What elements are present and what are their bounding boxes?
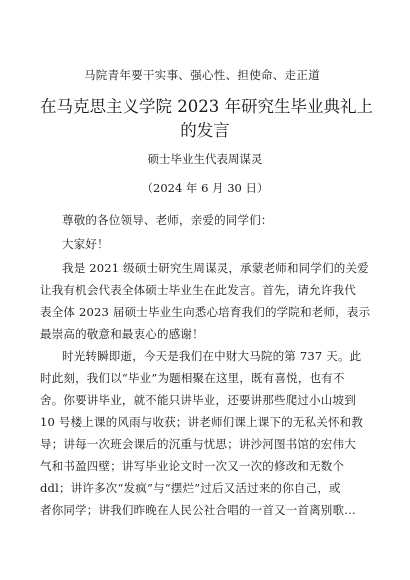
document-title-line-2: 的发言 <box>180 121 230 140</box>
paragraph-2-line: 者你同学；讲我们昨晚在人民公社合唱的一首又一首离别歌… <box>40 503 356 517</box>
document-kicker: 马院青年要干实事、强心性、担使命、走正道 <box>84 68 320 82</box>
paragraph-1-line: 我是 2021 级硕士研究生周谋灵，承蒙老师和同学们的关爱 <box>62 261 369 275</box>
paragraph-2-line: 时光转瞬即逝，今天是我们在中财大马院的第 737 天。此 <box>62 349 362 363</box>
document-date: （2024 年 6 月 30 日） <box>141 181 269 195</box>
document-title-line-1: 在马克思主义学院 2023 年研究生毕业典礼上 <box>40 97 373 116</box>
paragraph-2-line: 舍。你要讲毕业，就不能只讲毕业，还要讲那些爬过小山坡到 <box>40 393 356 407</box>
paragraph-1-line: 最崇高的敬意和最衷心的感谢！ <box>40 327 204 341</box>
paragraph-1-line: 表全体 2023 届硕士毕业生向悉心培育我们的学院和老师，表示 <box>40 305 371 319</box>
greeting: 大家好！ <box>62 237 109 251</box>
salutation: 尊敬的各位领导、老师，亲爱的同学们： <box>62 213 273 227</box>
paragraph-2-line: 时此刻，我们以“毕业”为题相聚在这里，既有喜悦，也有不 <box>40 371 345 385</box>
paragraph-2-line: 10 号楼上课的风雨与收获；讲老师们课上课下的无私关怀和教 <box>40 415 364 429</box>
paragraph-2-line: 气和书盈四壁；讲写毕业论文时一次又一次的修改和无数个 <box>40 459 345 473</box>
paragraph-2-line: ddl；讲许多次“发疯”与“摆烂”过后又活过来的你自己，或 <box>40 481 341 495</box>
paragraph-1-line: 让我有机会代表全体硕士毕业生在此发言。首先，请允许我代 <box>40 283 356 297</box>
document-author: 硕士毕业生代表周谋灵 <box>147 152 263 166</box>
paragraph-2-line: 导；讲每一次班会课后的沉重与忧思；讲沙河图书馆的宏伟大 <box>40 437 356 451</box>
